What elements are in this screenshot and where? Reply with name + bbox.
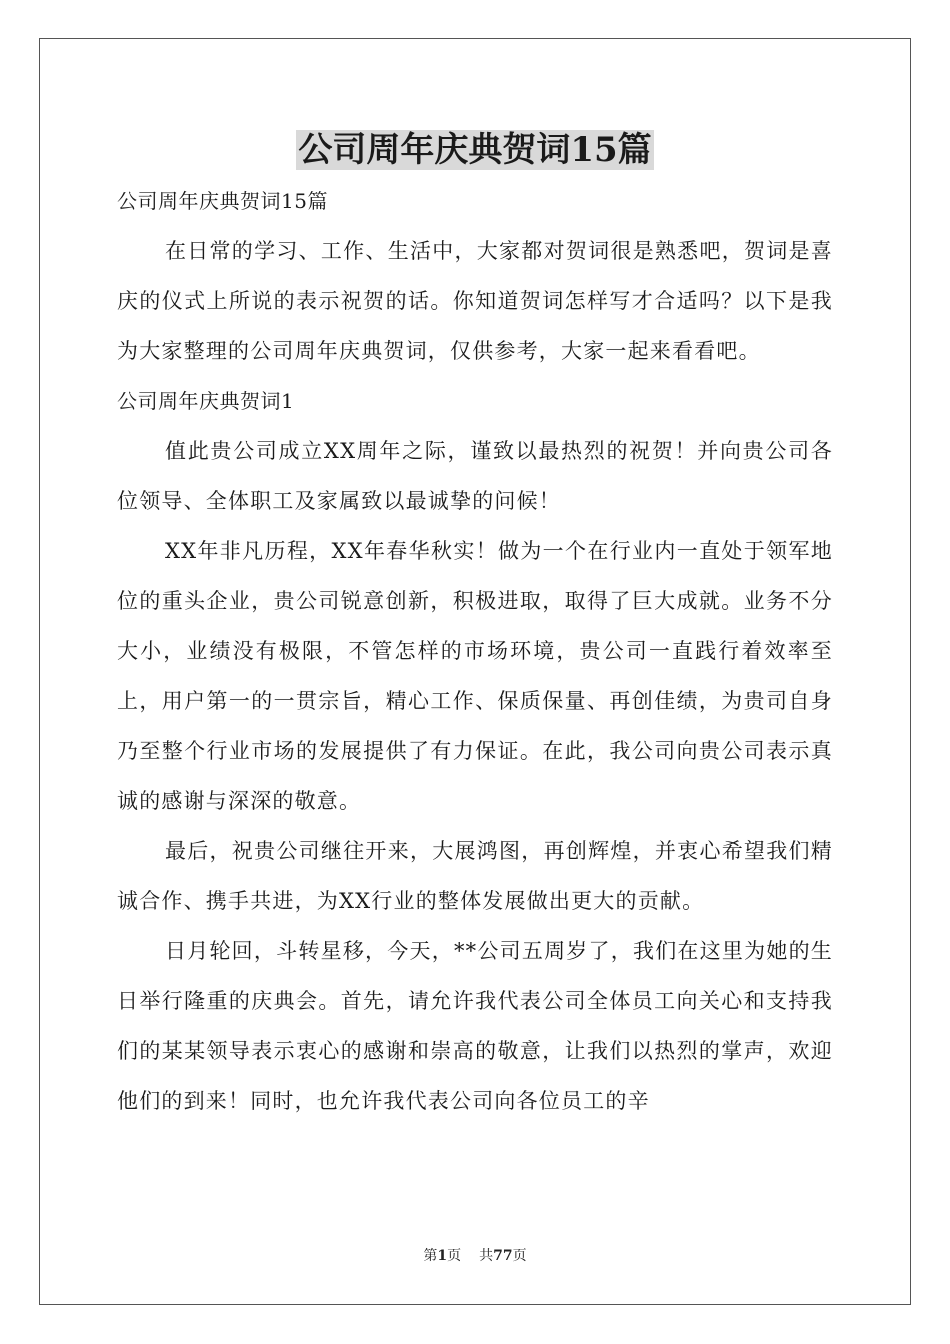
- paragraph: XX年非凡历程，XX年春华秋实！做为一个在行业内一直处于领军地位的重头企业，贵公司锐意创新，积极进取，取得了巨大成就。业务不分大小，业绩没有极限，不管怎样的市场环境，贵公司一直践行着效率至上，用户第一的一贯宗旨，精心工作、保质保量、再创佳绩，为贵司自身乃至整个行业市场的发展提供了有力保证。在此，我公司向贵公司表示真诚的感谢与深深的敬意。: [117, 539, 833, 813]
- page-suffix: 页: [447, 1248, 462, 1264]
- paragraph: 值此贵公司成立XX周年之际，谨致以最热烈的祝贺！并向贵公司各位领导、全体职工及家属致以最诚挚的问候！: [117, 439, 833, 513]
- paragraph-intro: 在日常的学习、工作、生活中，大家都对贺词很是熟悉吧，贺词是喜庆的仪式上所说的表示祝贺的话。你知道贺词怎样写才合适吗？以下是我为大家整理的公司周年庆典贺词，仅供参考，大家一起来看看吧。: [117, 239, 833, 363]
- paragraph: 最后，祝贵公司继往开来，大展鸿图，再创辉煌，并衷心希望我们精诚合作、携手共进，为XX行业的整体发展做出更大的贡献。: [117, 839, 833, 913]
- page-prefix: 第: [423, 1248, 438, 1264]
- document-subtitle: 公司周年庆典贺词15篇: [117, 189, 328, 213]
- document-title: 公司周年庆典贺词15篇: [298, 130, 652, 170]
- paragraph: 日月轮回，斗转星移，今天，**公司五周岁了，我们在这里为她的生日举行隆重的庆典会。首先，请允许我代表公司全体员工向关心和支持我们的某某领导表示衷心的感谢和崇高的敬意，让我们以热烈的掌声，欢迎他们的到来！同时，也允许我代表公司向各位员工的辛: [117, 939, 833, 1113]
- document-body: [117, 176, 833, 1126]
- total-prefix: 共: [479, 1248, 494, 1264]
- section-heading-1: 公司周年庆典贺词1: [117, 389, 295, 413]
- total-suffix: 页: [512, 1248, 527, 1264]
- page-number: 1: [437, 1248, 448, 1264]
- total-pages: 77: [493, 1248, 513, 1264]
- page-footer: [0, 1246, 950, 1266]
